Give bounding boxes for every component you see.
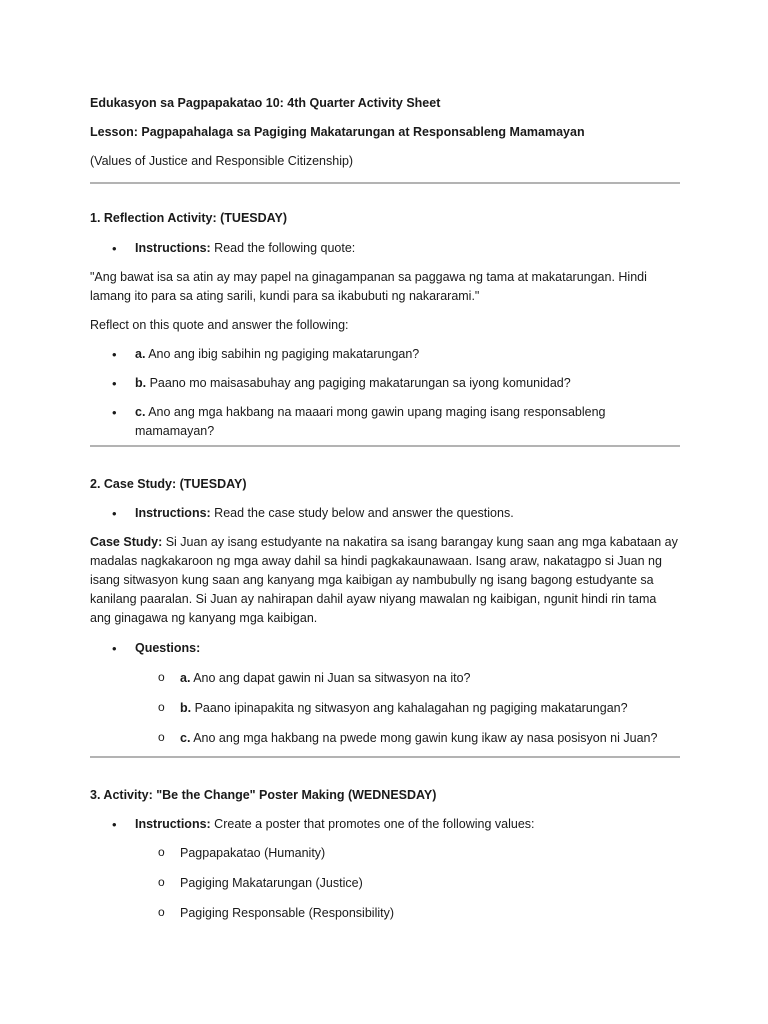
values-list [90, 844, 680, 923]
divider [90, 756, 680, 758]
section1-instructions [90, 239, 680, 258]
list-item [90, 669, 680, 688]
list-item [90, 699, 680, 718]
section3-instructions [90, 815, 680, 834]
reflect-prompt: Reflect on this quote and answer the following: [90, 318, 349, 332]
case-study-text [90, 533, 680, 628]
item-text: Ano ang dapat gawin ni Juan sa sitwasyon na ito? [190, 671, 471, 685]
lesson-subtitle: (Values of Justice and Responsible Citizenship) [90, 154, 354, 168]
section2-instructions [90, 504, 680, 523]
divider [90, 182, 680, 184]
item-label: c. [180, 731, 191, 745]
item-label: c. [135, 405, 146, 419]
questions-list [90, 639, 680, 658]
case-study-body: Si Juan ay isang estudyante na nakatira sa isang barangay kung saan ang mga kabataan ay madalas nagkakaroon ng mga away dahil sa hindi pagkakaunawaan. Isang araw, nakatagpo si Juan ng isang sitwasyon kung saan ang kanyang mga kaibigan ay nambubully ng isang bagong estudyante sa kanilang paaralan. Si Juan ay nahirapan dahil ayaw niyang mawalan ng kaibigan, ngunit hindi rin tama ang ginagawa ng kanyang mga kaibigan. [90, 535, 678, 625]
item-text: Paano ipinapakita ng sitwasyon ang kahalagahan ng pagiging makatarungan? [191, 701, 628, 715]
questions-item [90, 639, 680, 658]
instructions-label: Instructions: [135, 241, 211, 255]
case-questions [90, 669, 680, 748]
list-item: o Pagpapakatao (Humanity) [90, 844, 680, 863]
item-text: Ano ang mga hakbang na pwede mong gawin kung ikaw ay nasa posisyon ni Juan? [190, 731, 658, 745]
instructions-label: Instructions: [135, 506, 211, 520]
item-label: a. [180, 671, 191, 685]
list-item: o Pagiging Makatarungan (Justice) [90, 874, 680, 893]
lesson-title: Lesson: Pagpapahalaga sa Pagiging Makatarungan at Responsableng Mamamayan [90, 125, 585, 139]
instructions-text: Read the case study below and answer the questions. [210, 506, 514, 520]
list-item [90, 345, 680, 364]
quote-text: "Ang bawat isa sa atin ay may papel na ginagampanan sa paggawa ng tama at makatarungan. Hindi lamang ito para sa ating sarili, kundi para sa ikabubuti ng nakararami." [90, 270, 647, 303]
case-study-label: Case Study: [90, 535, 163, 549]
list-item [90, 729, 680, 748]
document-content [90, 94, 680, 923]
section2-heading: 2. Case Study: (TUESDAY) [90, 477, 247, 491]
document-title: Edukasyon sa Pagpapakatao 10: 4th Quarter Activity Sheet [90, 96, 441, 110]
item-label: b. [180, 701, 192, 715]
item-label: b. [135, 376, 147, 390]
item-label: a. [135, 347, 146, 361]
list-item [90, 403, 680, 441]
questions-label: Questions: [135, 641, 201, 655]
instructions-label: Instructions: [135, 817, 211, 831]
item-text: Ano ang ibig sabihin ng pagiging makatarungan? [145, 347, 420, 361]
reflection-questions [90, 345, 680, 441]
list-item: o Pagiging Responsable (Responsibility) [90, 904, 680, 923]
item-text: Paano mo maisasabuhay ang pagiging makatarungan sa iyong komunidad? [146, 376, 571, 390]
section1-heading: 1. Reflection Activity: (TUESDAY) [90, 211, 288, 225]
list-item [90, 374, 680, 393]
instructions-text: Read the following quote: [210, 241, 356, 255]
instructions-item [90, 815, 680, 834]
instructions-text: Create a poster that promotes one of the following values: [210, 817, 535, 831]
item-text: Ano ang mga hakbang na maaari mong gawin upang maging isang responsableng mamamayan? [135, 405, 606, 438]
section3-heading: 3. Activity: "Be the Change" Poster Making (WEDNESDAY) [90, 788, 437, 802]
instructions-item [90, 504, 680, 523]
divider [90, 445, 680, 447]
instructions-item [90, 239, 680, 258]
